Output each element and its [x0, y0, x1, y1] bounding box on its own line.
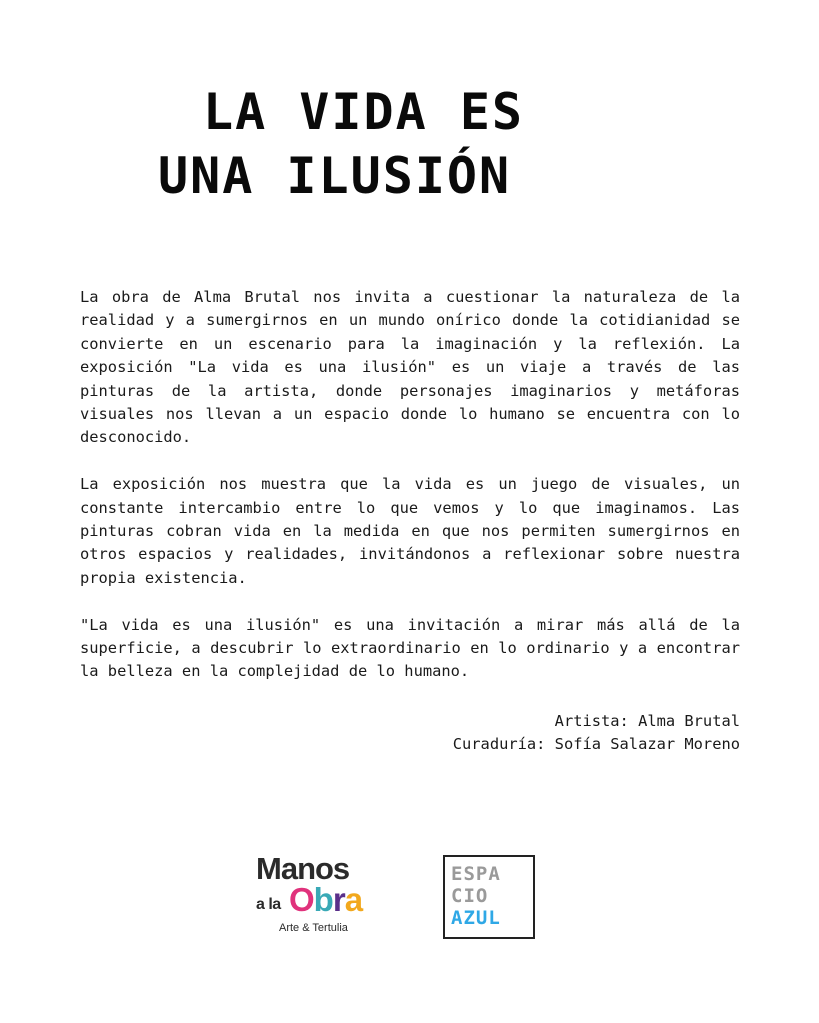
- logo-manos-word: Manos: [256, 851, 350, 886]
- logo-a-la-word: a la: [256, 896, 281, 913]
- logo-obra-letter: O: [289, 881, 314, 918]
- title-line-2: UNA ILUSIÓN: [158, 147, 512, 205]
- artist-credit: Artista: Alma Brutal: [554, 712, 740, 730]
- espacio-azul-logo: [443, 855, 535, 939]
- logo-obra-letter: a: [344, 881, 363, 918]
- logo-espacio-line-1: ESPA: [451, 863, 501, 885]
- title-line-1: LA VIDA ES: [203, 83, 525, 141]
- manos-a-la-obra-logo: [252, 852, 384, 942]
- paragraph-1: La obra de Alma Brutal nos invita a cuestionar la naturaleza de la realidad y a sumergirnos en un mundo onírico donde la cotidianidad se convierte en un escenario para la imaginación y la reflexión. La exposición "La vida es una ilusión" es un viaje a través de las pinturas de la artista, donde personajes imaginarios y metáforas visuales nos llevan a un espacio donde lo humano se encuentra con lo desconocido.: [80, 288, 740, 447]
- logo-obra-letter: b: [313, 881, 333, 918]
- curator-credit: Curaduría: Sofía Salazar Moreno: [452, 735, 740, 754]
- logo-espacio-line-3: AZUL: [451, 907, 501, 929]
- logo-espacio-line-2: CIO: [451, 885, 489, 907]
- paragraph-2: La exposición nos muestra que la vida es un juego de visuales, un constante intercambio entre lo que vemos y lo que imaginamos. Las pinturas cobran vida en la medida en que nos permiten sumergirnos en otros espacios y realidades, invitándonos a reflexionar sobre nuestra propia existencia.: [80, 475, 740, 587]
- logo-tagline: Arte & Tertulia: [279, 922, 348, 934]
- logo-obra-word: [289, 882, 362, 918]
- credits: [453, 710, 740, 757]
- paragraph-3: "La vida es una ilusión" es una invitación a mirar más allá de la superficie, a descubrir lo extraordinario en lo ordinario y a encontrar la belleza en la complejidad de lo humano.: [80, 615, 740, 681]
- logo-obra-letter: r: [332, 881, 345, 918]
- page-title: [0, 80, 819, 208]
- exhibition-text: [80, 286, 740, 707]
